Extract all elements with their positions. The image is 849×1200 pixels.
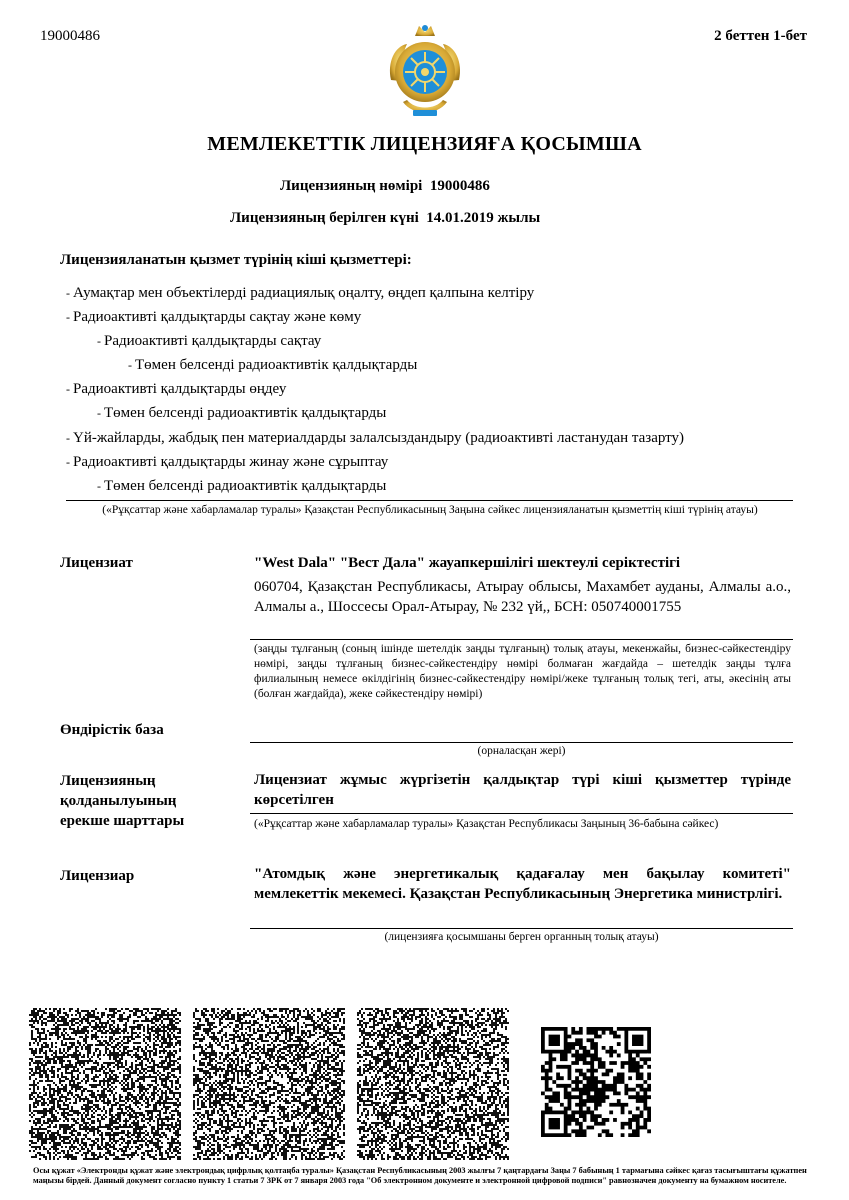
subactivity-item: - Үй-жайларды, жабдық пен материалдарды залалсыздандыру (радиоактивті ластанудан тазарту) bbox=[66, 430, 685, 446]
licensor-value: "Атомдық және энергетикалық қадағалау мен бақылау комитеті" мемлекеттік мекемесі. Қазақстан Республикасының Энергетика министрлігі. bbox=[254, 866, 791, 902]
page-title: МЕМЛЕКЕТТІК ЛИЦЕНЗИЯҒА ҚОСЫМША bbox=[207, 133, 642, 155]
license-date-value: 14.01.2019 жылы bbox=[426, 210, 541, 226]
subactivity-item: - Радиоактивті қалдықтарды өңдеу bbox=[66, 381, 287, 397]
document-qr-code bbox=[541, 1027, 651, 1137]
document-number: 19000486 bbox=[40, 28, 100, 44]
license-number-value: 19000486 bbox=[429, 178, 490, 194]
subactivity-item: - Төмен белсенді радиоактивтік қалдықтарды bbox=[97, 405, 387, 421]
license-date-row bbox=[230, 210, 540, 227]
subactivity-item: - Радиоактивті қалдықтарды жинау және сұрыптау bbox=[66, 454, 389, 470]
subactivity-item: - Аумақтар мен объектілерді радиациялық оңалту, өңдеп қалпына келтіру bbox=[66, 285, 535, 301]
subactivities-caption: («Рұқсаттар және хабарламалар туралы» Қазақстан Республикасының Заңына сәйкес лицензияланатын қызметтің кіші түрінің атауы) bbox=[102, 504, 758, 516]
divider bbox=[250, 928, 793, 929]
production-base-caption: (орналасқан жері) bbox=[477, 745, 566, 757]
state-emblem-icon bbox=[385, 22, 465, 122]
license-number-row bbox=[280, 178, 490, 195]
signature-barcode-2 bbox=[193, 1008, 345, 1160]
divider bbox=[66, 500, 793, 501]
special-conditions-caption: («Рұқсаттар және хабарламалар туралы» Қазақстан Республикасы Заңының 36-бабына сәйкес) bbox=[254, 818, 719, 830]
subactivity-item: - Радиоактивті қалдықтарды сақтау және көму bbox=[66, 309, 362, 325]
special-conditions-value: Лицензиат жұмыс жүргізетін қалдықтар түрі кіші қызметтер түрінде көрсетілген bbox=[254, 772, 791, 808]
subactivities-heading: Лицензияланатын қызмет түрінің кіші қызметтері: bbox=[60, 252, 412, 268]
divider bbox=[250, 813, 793, 814]
license-number-label: Лицензияның нөмірі bbox=[280, 178, 423, 194]
licensee-caption: (заңды тұлғаның (соның ішінде шетелдік заңды тұлғаның) толық атауы, мекенжайы, бизнес-сәйкестендіру нөмірі, заңды тұлғаның бизнес-сәйкестендіру нөмірі болмаған жағдайда – шетелдік заңды тұлға филиалының немесе өкілдігінің бизнес-сәйкестендіру нөмірі/жеке тұлғаның толық тегі, аты, әкесінің аты (болған жағдайда), жеке сәйкестендіру нөмірі) bbox=[254, 643, 791, 700]
signature-barcode-3 bbox=[357, 1008, 509, 1160]
subactivity-item: - Төмен белсенді радиоактивтік қалдықтарды bbox=[97, 478, 387, 494]
licensor-label: Лицензиар bbox=[60, 868, 135, 884]
special-conditions-label: Лицензияның қолданылуының ерекше шарттары bbox=[60, 773, 185, 829]
subactivity-item: - Радиоактивті қалдықтарды сақтау bbox=[97, 333, 322, 349]
licensee-name: "West Dala" "Вест Дала" жауапкершілігі шектеулі серіктестігі bbox=[254, 555, 681, 571]
signature-barcode-1 bbox=[29, 1008, 181, 1160]
subactivity-item: - Төмен белсенді радиоактивтік қалдықтарды bbox=[128, 357, 418, 373]
legal-footer: Осы құжат «Электронды құжат және электрондық цифрлық қолтаңба туралы» Қазақстан Республикасының 2003 жылғы 7 қаңтардағы Заңы 7 бабының 1 тармағына сәйкес қағаз тасығыштағы құжатпен маңызы бірдей. Данный документ согласно пункту 1 статьи 7 ЗРК от 7 января 2003 года "Об электронном документе и электронной цифровой подписи" равнозначен документу на бумажном носителе. bbox=[33, 1166, 807, 1185]
page-indicator: 2 беттен 1-бет bbox=[714, 28, 807, 44]
license-date-label: Лицензияның берілген күні bbox=[230, 210, 419, 226]
licensor-caption: (лицензияға қосымшаны берген органның толық атауы) bbox=[384, 931, 659, 943]
production-base-label: Өндірістік база bbox=[60, 722, 164, 738]
divider bbox=[250, 742, 793, 743]
licensee-label: Лицензиат bbox=[60, 555, 133, 571]
divider bbox=[250, 639, 793, 640]
licensee-address: 060704, Қазақстан Республикасы, Атырау облысы, Махамбет ауданы, Алмалы а.о., Алмалы а., Шоссесы Орал-Атырау, № 232 үй,, БСН: 050740001755 bbox=[254, 579, 791, 615]
